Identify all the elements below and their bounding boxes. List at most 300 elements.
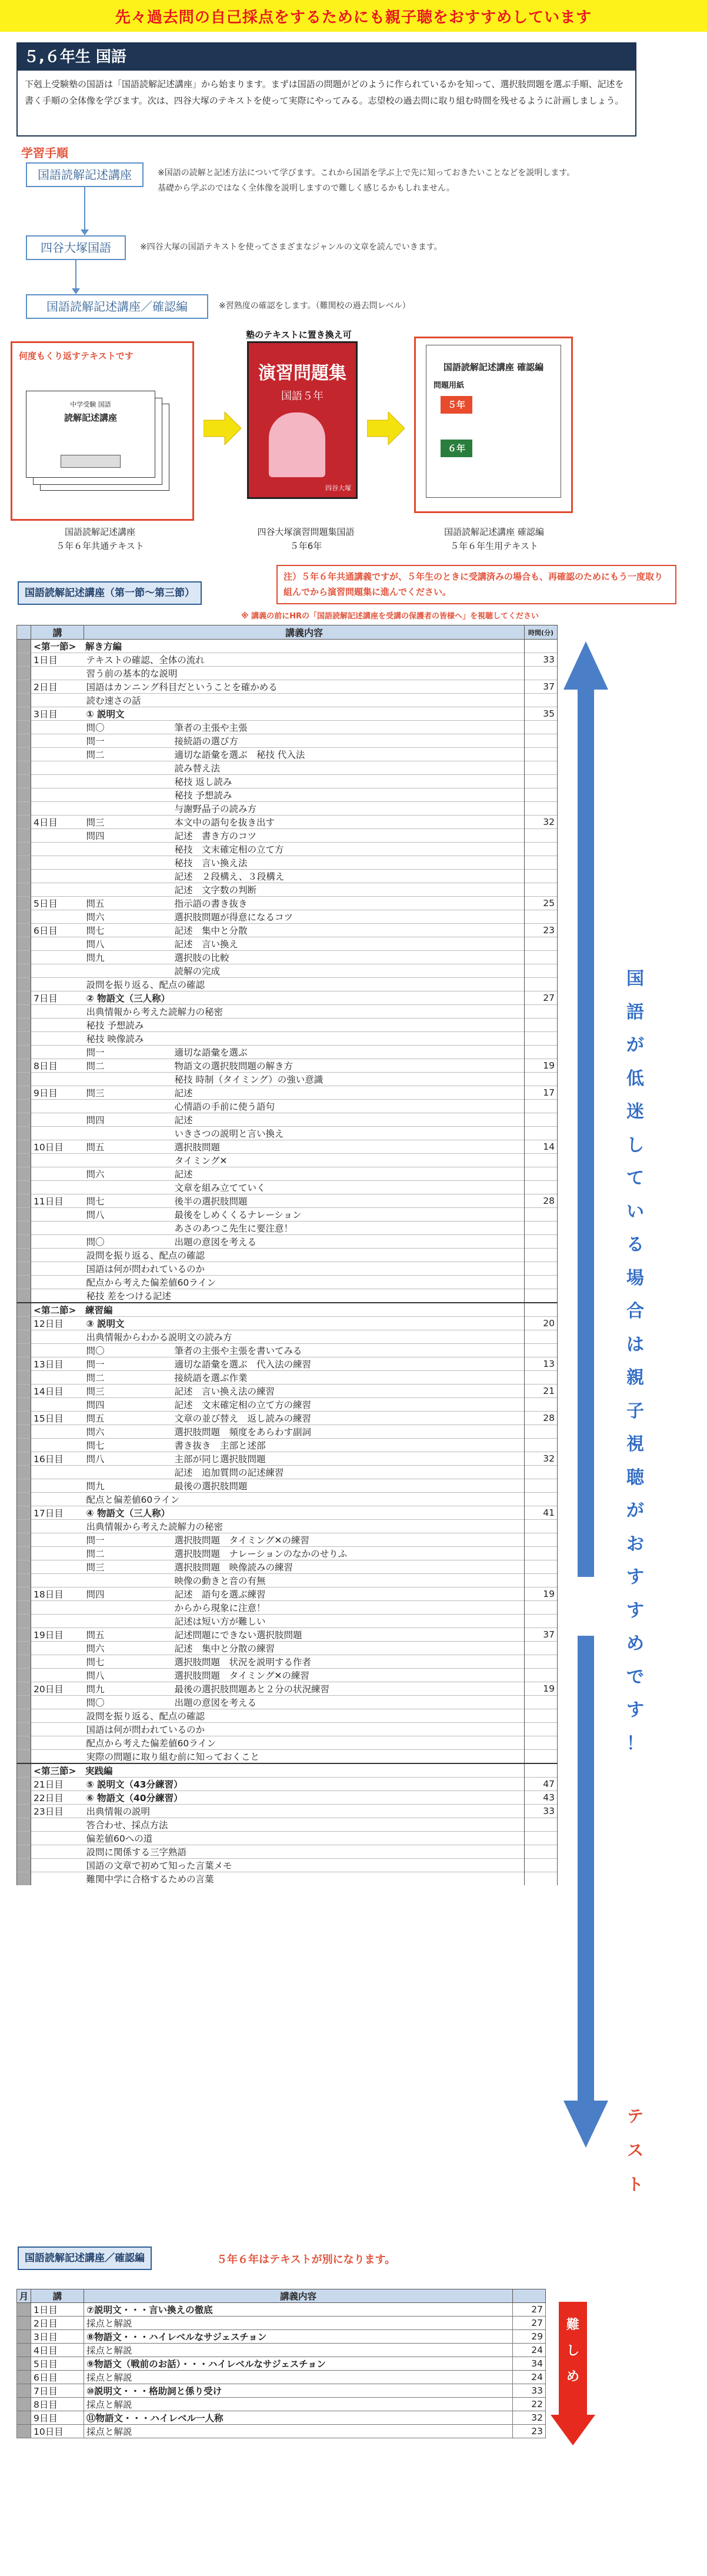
minutes-cell bbox=[525, 1344, 558, 1357]
book-1-label bbox=[61, 455, 121, 468]
day-cell: 3日目 bbox=[31, 707, 84, 721]
question-cell bbox=[84, 1154, 172, 1167]
day-cell bbox=[31, 1601, 84, 1615]
book-2-title: 演習問題集 bbox=[258, 363, 346, 384]
schedule-row bbox=[17, 856, 558, 870]
minutes-cell bbox=[525, 1100, 558, 1113]
row-marker bbox=[17, 951, 31, 964]
row-marker bbox=[17, 1655, 31, 1669]
question-cell: 問九 bbox=[84, 1682, 172, 1696]
row-marker bbox=[17, 2317, 31, 2330]
row-marker bbox=[17, 897, 31, 910]
course-tag: 国語読解記述講座（第一節〜第三節） bbox=[18, 581, 202, 605]
question-cell: 問一 bbox=[84, 1046, 172, 1059]
header-content: 講義内容 bbox=[84, 625, 525, 640]
content-cell: 与謝野晶子の読み方 bbox=[172, 802, 525, 816]
step-3-note: ※習熟度の確認をします。（難関校の過去問レベル） bbox=[219, 301, 411, 311]
day-cell bbox=[31, 1466, 84, 1479]
schedule-row bbox=[17, 1696, 558, 1709]
day-cell bbox=[31, 1113, 84, 1127]
row-marker bbox=[17, 870, 31, 883]
row-marker bbox=[17, 1805, 31, 1818]
row-marker bbox=[17, 1832, 31, 1845]
row-marker bbox=[17, 1669, 31, 1682]
schedule-row bbox=[17, 1412, 558, 1425]
content-cell: 記述 bbox=[172, 1167, 525, 1181]
content-cell: からから現象に注意！ bbox=[172, 1601, 525, 1615]
day-cell bbox=[31, 883, 84, 897]
row-marker bbox=[17, 707, 31, 721]
minutes-cell bbox=[525, 1655, 558, 1669]
row-marker bbox=[17, 694, 31, 707]
schedule-row bbox=[17, 1791, 558, 1805]
schedule-row bbox=[17, 897, 558, 910]
section-title: <第二節> 練習編 bbox=[31, 1303, 525, 1317]
row-marker bbox=[17, 1357, 31, 1371]
row-marker bbox=[17, 1466, 31, 1479]
day-cell bbox=[31, 870, 84, 883]
schedule-row bbox=[17, 924, 558, 937]
schedule-row bbox=[17, 910, 558, 924]
course-note: 注）５年６年共通講義ですが、５年生のときに受講済みの場合も、再確認のためにもう一度取り組んでから演習問題集に進んでください。 bbox=[276, 565, 676, 604]
schedule-row bbox=[17, 1276, 558, 1289]
row-marker bbox=[17, 1222, 31, 1235]
day-cell bbox=[31, 667, 84, 680]
caption-3: 国語読解記述講座 確認編 ５年６年生用テキスト bbox=[444, 527, 544, 551]
content-cell: 映像の動きと音の有無 bbox=[172, 1574, 525, 1587]
day-cell bbox=[31, 1736, 84, 1750]
schedule-row bbox=[17, 1317, 558, 1330]
content-cell: 読解の完成 bbox=[172, 964, 525, 978]
row-marker bbox=[17, 1533, 31, 1547]
content-cell: 文章を組み立てていく bbox=[172, 1181, 525, 1194]
content-cell: 国語の文章で初めて知った言葉メモ bbox=[84, 1859, 525, 1872]
content-cell: 最後の選択肢問題あと２分の状況練習 bbox=[172, 1682, 525, 1696]
schedule-row bbox=[17, 1736, 558, 1750]
schedule-row bbox=[17, 1222, 558, 1235]
row-marker bbox=[17, 1412, 31, 1425]
day-cell: 5日目 bbox=[31, 897, 84, 910]
question-cell: 問〇 bbox=[84, 1235, 172, 1249]
row-marker bbox=[17, 2303, 31, 2317]
row-marker bbox=[17, 734, 31, 748]
row-marker bbox=[17, 964, 31, 978]
minutes-cell bbox=[525, 1222, 558, 1235]
row-marker bbox=[17, 761, 31, 775]
content-cell: 接続語の選び方 bbox=[172, 734, 525, 748]
question-cell bbox=[84, 856, 172, 870]
schedule-row bbox=[17, 1235, 558, 1249]
schedule-row bbox=[17, 1330, 558, 1344]
day-cell: 8日目 bbox=[31, 1059, 84, 1073]
content-cell: ③ 説明文 bbox=[84, 1317, 525, 1330]
content-cell: 選択肢問題 bbox=[172, 1140, 525, 1154]
question-cell bbox=[84, 1073, 172, 1086]
caption-2: 四谷大塚演習問題集国語 ５年6年 bbox=[257, 527, 355, 551]
row-marker bbox=[17, 1398, 31, 1412]
content-cell: 最後の選択肢問題 bbox=[172, 1479, 525, 1493]
row-marker bbox=[17, 1317, 31, 1330]
content-cell: 秘技 言い換え法 bbox=[172, 856, 525, 870]
row-marker bbox=[17, 788, 31, 802]
schedule-row bbox=[17, 1371, 558, 1384]
schedule-row bbox=[17, 1073, 558, 1086]
row-marker bbox=[17, 937, 31, 951]
question-cell: 問八 bbox=[84, 1452, 172, 1466]
question-cell bbox=[84, 1127, 172, 1140]
day-cell: 14日目 bbox=[31, 1384, 84, 1398]
row-marker bbox=[17, 721, 31, 734]
day-cell bbox=[31, 1330, 84, 1344]
content-cell: 選択肢問題 映像読みの練習 bbox=[172, 1560, 525, 1574]
row-marker bbox=[17, 1439, 31, 1452]
question-cell: 問五 bbox=[84, 1140, 172, 1154]
day-cell bbox=[31, 1479, 84, 1493]
row-marker bbox=[17, 1845, 31, 1859]
minutes-cell bbox=[525, 775, 558, 788]
content-cell: 適切な語彙を選ぶ bbox=[172, 1046, 525, 1059]
content-cell: 秘技 映像読み bbox=[84, 1032, 525, 1046]
day-cell bbox=[31, 1127, 84, 1140]
confirm-row bbox=[17, 2425, 546, 2438]
row-marker bbox=[17, 1506, 31, 1520]
minutes-cell bbox=[525, 748, 558, 761]
step-3: 国語読解記述講座／確認編 bbox=[26, 294, 208, 319]
minutes-cell bbox=[525, 1398, 558, 1412]
day-cell bbox=[31, 1547, 84, 1560]
minutes-cell bbox=[525, 1289, 558, 1303]
day-cell bbox=[31, 1750, 84, 1764]
minutes-cell bbox=[525, 1872, 558, 1886]
question-cell: 問八 bbox=[84, 1669, 172, 1682]
schedule-row bbox=[17, 1845, 558, 1859]
schedule-row bbox=[17, 978, 558, 991]
day-cell bbox=[31, 1208, 84, 1222]
book-1-cover bbox=[26, 391, 155, 478]
day-cell bbox=[31, 1398, 84, 1412]
minutes-cell bbox=[525, 937, 558, 951]
content-cell: 国語はカンニング科目だということを確かめる bbox=[84, 680, 525, 694]
day-cell bbox=[31, 1439, 84, 1452]
minutes-cell bbox=[525, 1276, 558, 1289]
day-cell bbox=[31, 1019, 84, 1032]
schedule-row bbox=[17, 1493, 558, 1506]
content-cell: 選択肢問題 頻度をあらわす副詞 bbox=[172, 1425, 525, 1439]
content-cell: 記述 言い換え法の練習 bbox=[172, 1384, 525, 1398]
schedule-row bbox=[17, 951, 558, 964]
minutes-cell bbox=[525, 1167, 558, 1181]
minutes-cell bbox=[525, 1032, 558, 1046]
row-marker bbox=[17, 1140, 31, 1154]
minutes-cell bbox=[525, 910, 558, 924]
minutes-cell: 33 bbox=[513, 2384, 546, 2398]
day-cell bbox=[31, 1574, 84, 1587]
intro-body: 下剋上受験塾の国語は「国語読解記述講座」から始まります。まずは国語の問題がどのように作られているかを知って、選択肢問題を選ぶ手順、記述を書く手順の全体像を学びます。次は、四谷大塚のテキストを使って実際にやってみる。志望校の過去問に取り組む時間を残せるように計画しましょう。 bbox=[25, 79, 624, 106]
content-cell: 採点と解説 bbox=[84, 2317, 513, 2330]
day-cell bbox=[31, 1709, 84, 1723]
row-marker bbox=[17, 1289, 31, 1303]
day-cell bbox=[31, 1832, 84, 1845]
row-marker bbox=[17, 1005, 31, 1019]
schedule-row bbox=[17, 680, 558, 694]
day-cell bbox=[31, 1262, 84, 1276]
minutes-cell: 22 bbox=[513, 2398, 546, 2411]
row-marker bbox=[17, 1127, 31, 1140]
question-cell: 問〇 bbox=[84, 1344, 172, 1357]
confirm-row bbox=[17, 2357, 546, 2371]
question-cell bbox=[84, 843, 172, 856]
row-marker bbox=[17, 1032, 31, 1046]
content-cell: 採点と解説 bbox=[84, 2344, 513, 2357]
schedule-row bbox=[17, 1628, 558, 1642]
minutes-cell bbox=[525, 883, 558, 897]
day-cell: 10日目 bbox=[31, 2425, 84, 2438]
schedule-row bbox=[17, 1140, 558, 1154]
content-cell: 記述 bbox=[172, 1086, 525, 1100]
day-cell: 11日目 bbox=[31, 1194, 84, 1208]
section-row bbox=[17, 640, 558, 653]
question-cell: 問一 bbox=[84, 734, 172, 748]
row-marker bbox=[17, 2357, 31, 2371]
minutes-cell bbox=[525, 1709, 558, 1723]
content-cell: 出題の意図を考える bbox=[172, 1696, 525, 1709]
row-marker bbox=[17, 1574, 31, 1587]
day-cell bbox=[31, 802, 84, 816]
row-marker bbox=[17, 1452, 31, 1466]
question-cell: 問八 bbox=[84, 937, 172, 951]
row-marker bbox=[17, 1587, 31, 1601]
minutes-cell: 32 bbox=[525, 816, 558, 829]
row-marker bbox=[17, 1276, 31, 1289]
content-cell: あさのあつこ先生に要注意！ bbox=[172, 1222, 525, 1235]
schedule-row bbox=[17, 964, 558, 978]
row-marker bbox=[17, 1019, 31, 1032]
content-cell: 秘技 差をつける記述 bbox=[84, 1289, 525, 1303]
question-cell: 問五 bbox=[84, 897, 172, 910]
row-marker bbox=[17, 1344, 31, 1357]
question-cell bbox=[84, 788, 172, 802]
minutes-cell bbox=[525, 1574, 558, 1587]
minutes-cell bbox=[525, 856, 558, 870]
day-cell bbox=[31, 1845, 84, 1859]
row-marker bbox=[17, 1303, 31, 1317]
question-cell: 問三 bbox=[84, 816, 172, 829]
content-cell: 選択肢問題 ナレーションのなかのせりふ bbox=[172, 1547, 525, 1560]
schedule-row bbox=[17, 1682, 558, 1696]
question-cell: 問九 bbox=[84, 951, 172, 964]
schedule-row bbox=[17, 1479, 558, 1493]
row-marker bbox=[17, 1547, 31, 1560]
schedule-row bbox=[17, 1642, 558, 1655]
day-cell bbox=[31, 1696, 84, 1709]
schedule-row bbox=[17, 1194, 558, 1208]
day-cell: 6日目 bbox=[31, 924, 84, 937]
day-cell bbox=[31, 1723, 84, 1736]
row-marker bbox=[17, 883, 31, 897]
content-cell: ⑥ 物語文（40分練習） bbox=[84, 1791, 525, 1805]
question-cell: 問七 bbox=[84, 1655, 172, 1669]
minutes-cell bbox=[525, 1154, 558, 1167]
confirm-row bbox=[17, 2371, 546, 2384]
row-marker bbox=[17, 653, 31, 667]
day-cell bbox=[31, 761, 84, 775]
minutes-cell bbox=[525, 843, 558, 856]
minutes-cell: 33 bbox=[525, 1805, 558, 1818]
row-marker bbox=[17, 978, 31, 991]
question-cell: 問二 bbox=[84, 1547, 172, 1560]
content-cell: 記述問題にできない選択肢問題 bbox=[172, 1628, 525, 1642]
day-cell bbox=[31, 937, 84, 951]
row-marker bbox=[17, 1384, 31, 1398]
content-cell: 選択肢問題 タイミング✕の練習 bbox=[172, 1533, 525, 1547]
row-marker bbox=[17, 1778, 31, 1791]
schedule-row bbox=[17, 937, 558, 951]
row-marker bbox=[17, 910, 31, 924]
schedule-row bbox=[17, 775, 558, 788]
schedule-row bbox=[17, 1750, 558, 1764]
minutes-cell bbox=[525, 1736, 558, 1750]
confirm-row bbox=[17, 2344, 546, 2357]
question-cell bbox=[84, 1574, 172, 1587]
row-marker bbox=[17, 1560, 31, 1574]
minutes-cell bbox=[525, 1533, 558, 1547]
question-cell: 問七 bbox=[84, 1439, 172, 1452]
step-2: 四谷大塚国語 bbox=[26, 235, 126, 260]
minutes-cell bbox=[525, 1763, 558, 1778]
question-cell: 問四 bbox=[84, 829, 172, 843]
content-cell: いきさつの説明と言い換え bbox=[172, 1127, 525, 1140]
minutes-cell bbox=[525, 1113, 558, 1127]
day-cell: 23日目 bbox=[31, 1805, 84, 1818]
schedule-row bbox=[17, 1506, 558, 1520]
content-cell: 筆者の主張や主張を書いてみる bbox=[172, 1344, 525, 1357]
day-cell: 9日目 bbox=[31, 2411, 84, 2425]
book-3-sub: 問題用紙 bbox=[433, 381, 465, 390]
content-cell: 習う前の基本的な説明 bbox=[84, 667, 525, 680]
schedule-row bbox=[17, 1208, 558, 1222]
schedule-row bbox=[17, 1615, 558, 1628]
day-cell: 10日目 bbox=[31, 1140, 84, 1154]
question-cell: 問一 bbox=[84, 1533, 172, 1547]
day-cell bbox=[31, 1655, 84, 1669]
row-marker bbox=[17, 1709, 31, 1723]
row-marker bbox=[17, 829, 31, 843]
content-cell: 記述 文字数の判断 bbox=[172, 883, 525, 897]
question-cell: 問六 bbox=[84, 1642, 172, 1655]
minutes-cell: 35 bbox=[525, 707, 558, 721]
day-cell: 15日目 bbox=[31, 1412, 84, 1425]
row-marker bbox=[17, 1425, 31, 1439]
row-marker bbox=[17, 1086, 31, 1100]
day-cell bbox=[31, 856, 84, 870]
down-arrow-icon bbox=[563, 1636, 608, 2148]
confirm-tag: 国語読解記述講座／確認編 bbox=[18, 2246, 152, 2270]
schedule-row bbox=[17, 991, 558, 1005]
minutes-cell: 28 bbox=[525, 1194, 558, 1208]
minutes-cell bbox=[525, 1520, 558, 1533]
minutes-cell: 24 bbox=[513, 2371, 546, 2384]
day-cell bbox=[31, 1859, 84, 1872]
minutes-cell bbox=[525, 1547, 558, 1560]
minutes-cell: 17 bbox=[525, 1086, 558, 1100]
row-marker bbox=[17, 1154, 31, 1167]
schedule-row bbox=[17, 883, 558, 897]
grade-5-badge: ５年 bbox=[441, 396, 472, 414]
question-cell: 問六 bbox=[84, 910, 172, 924]
header-minutes bbox=[513, 2289, 546, 2303]
day-cell bbox=[31, 1560, 84, 1574]
minutes-cell bbox=[525, 640, 558, 653]
content-cell: 出典情報から考えた読解力の秘密 bbox=[84, 1520, 525, 1533]
schedule-row bbox=[17, 734, 558, 748]
content-cell: 読み替え法 bbox=[172, 761, 525, 775]
schedule-row bbox=[17, 1452, 558, 1466]
content-cell: 記述 書き方のコツ bbox=[172, 829, 525, 843]
question-cell bbox=[84, 1222, 172, 1235]
schedule-row bbox=[17, 707, 558, 721]
day-cell bbox=[31, 694, 84, 707]
schedule-row bbox=[17, 1384, 558, 1398]
day-cell bbox=[31, 1005, 84, 1019]
minutes-cell bbox=[525, 978, 558, 991]
schedule-row bbox=[17, 1818, 558, 1832]
content-cell: ① 説明文 bbox=[84, 707, 525, 721]
step-2-note: ※四谷大塚の国語テキストを使ってさまざまなジャンルの文章を読んでいきます。 bbox=[140, 242, 442, 252]
minutes-cell: 27 bbox=[513, 2303, 546, 2317]
minutes-cell bbox=[525, 734, 558, 748]
intro-title: ５,６年生 国語 bbox=[18, 44, 635, 71]
vertical-message: 国 語 が 低 迷 し て い る 場 合 は 親 子 視 聴 が お す す め で す ！ bbox=[626, 969, 644, 1754]
day-cell bbox=[31, 910, 84, 924]
schedule-row bbox=[17, 1086, 558, 1100]
content-cell: 後半の選択肢問題 bbox=[172, 1194, 525, 1208]
schedule-row bbox=[17, 829, 558, 843]
content-cell: 書き抜き 主部と述部 bbox=[172, 1439, 525, 1452]
minutes-cell bbox=[525, 1601, 558, 1615]
schedule-row bbox=[17, 721, 558, 734]
content-cell: 適切な語彙を選ぶ 秘技 代入法 bbox=[172, 748, 525, 761]
replace-note: 塾のテキストに置き換え可 bbox=[246, 330, 352, 340]
top-banner bbox=[0, 0, 707, 32]
content-cell: タイミング✕ bbox=[172, 1154, 525, 1167]
minutes-cell bbox=[525, 1235, 558, 1249]
minutes-cell bbox=[525, 951, 558, 964]
row-marker bbox=[17, 1601, 31, 1615]
question-cell: 問六 bbox=[84, 1425, 172, 1439]
minutes-cell bbox=[525, 761, 558, 775]
content-cell: 秘技 予想読み bbox=[84, 1019, 525, 1032]
flow-arrow-icon bbox=[81, 229, 89, 235]
row-marker bbox=[17, 1181, 31, 1194]
question-cell: 問四 bbox=[84, 1113, 172, 1127]
content-cell: 採点と解説 bbox=[84, 2398, 513, 2411]
minutes-cell: 20 bbox=[525, 1317, 558, 1330]
content-cell: 主部が同じ選択肢問題 bbox=[172, 1452, 525, 1466]
content-cell: 記述 追加質問の記述練習 bbox=[172, 1466, 525, 1479]
day-cell bbox=[31, 1222, 84, 1235]
day-cell bbox=[31, 1642, 84, 1655]
confirm-row bbox=[17, 2398, 546, 2411]
row-marker bbox=[17, 1859, 31, 1872]
content-cell: 心情語の手前に使う語句 bbox=[172, 1100, 525, 1113]
day-cell bbox=[31, 1371, 84, 1384]
content-cell: 記述 集中と分散 bbox=[172, 924, 525, 937]
question-cell bbox=[84, 1601, 172, 1615]
day-cell: 8日目 bbox=[31, 2398, 84, 2411]
question-cell bbox=[84, 761, 172, 775]
question-cell: 問二 bbox=[84, 1059, 172, 1073]
question-cell: 問四 bbox=[84, 1587, 172, 1601]
